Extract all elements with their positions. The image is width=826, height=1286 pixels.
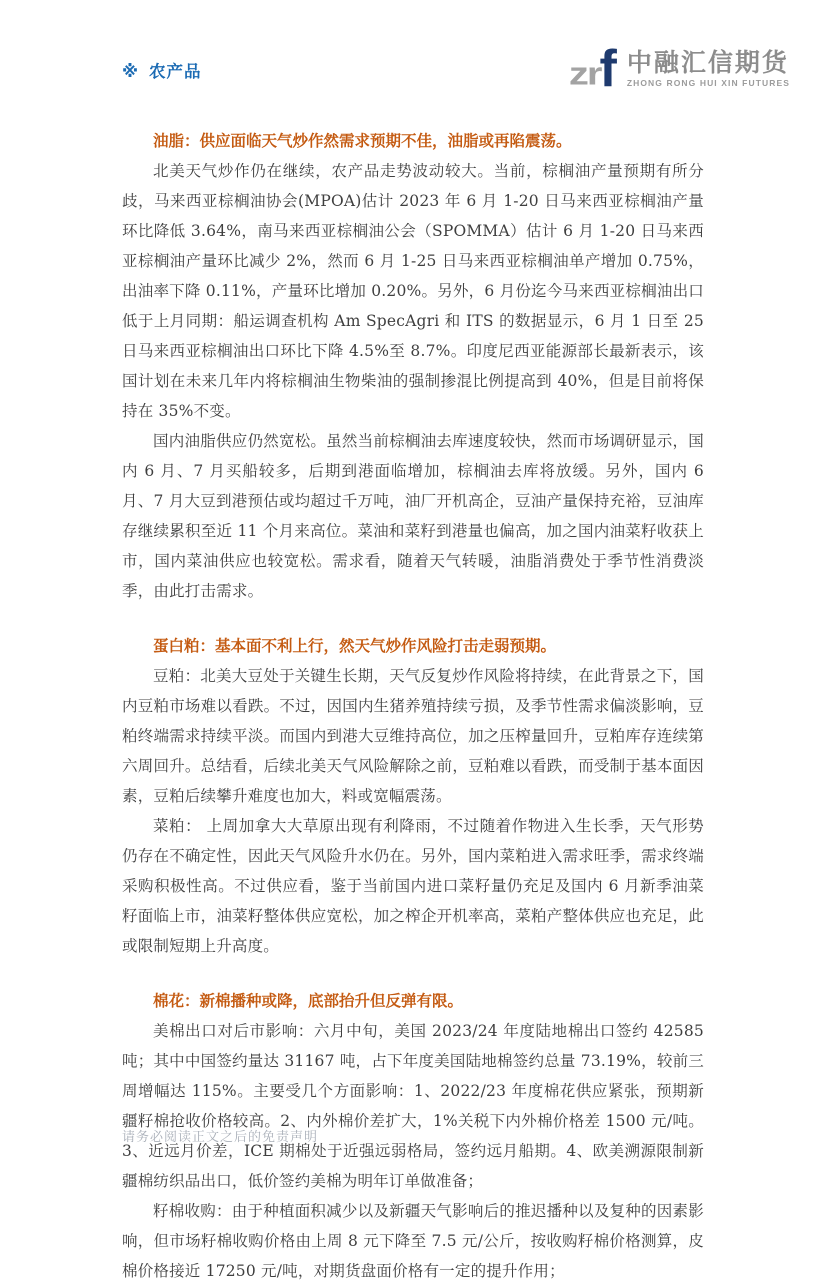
article-heading-oils: 油脂：供应面临天气炒作然需求预期不佳，油脂或再陷震荡。 xyxy=(153,132,572,150)
section-title-text: 农产品 xyxy=(149,62,202,81)
company-name-english: ZHONG RONG HUI XIN FUTURES xyxy=(626,78,790,88)
logo-zrf-mark xyxy=(568,38,617,98)
article-protein-meal xyxy=(122,631,704,961)
paragraph: 国内油脂供应仍然宽松。虽然当前棕榈油去库速度较快，然而市场调研显示，国内 6 月、7 月买船较多，后期到港面临增加，棕榈油去库将放缓。另外，国内 6 月、7 月大豆到港预估或均超过千万吨，油厂开机高企，豆油产量保持充裕，豆油库存继续累积至近 11 个月来高位。菜油和菜籽到港量也偏高，加之国内油菜籽收获上市，国内菜油供应也较宽松。需求看，随着天气转暖，油脂消费处于季节性消费淡季，由此打击需求。 xyxy=(122,432,704,600)
logo-f-letter: f xyxy=(599,40,617,98)
section-marker-icon: ※ xyxy=(122,62,140,81)
company-logo xyxy=(568,38,790,98)
paragraph: 籽棉收购：由于种植面积减少以及新疆天气影响后的推迟播种以及复种的因素影响，但市场籽棉收购价格由上周 8 元下降至 7.5 元/公斤，按收购籽棉价格测算，皮棉价格接近 17250 元/吨，对期货盘面价格有一定的提升作用； xyxy=(122,1202,704,1280)
paragraph: 菜粕： 上周加拿大大草原出现有利降雨，不过随着作物进入生长季，天气形势仍存在不确定性，因此天气风险升水仍在。另外，国内菜粕进入需求旺季，需求终端采购积极性高。不过供应看，鉴于当前国内进口菜籽量仍充足及国内 6 月新季油菜籽面临上市，油菜籽整体供应宽松，加之榨企开机率高，菜粕产整体供应也充足，此或限制短期上升高度。 xyxy=(122,817,704,955)
paragraph: 北美天气炒作仍在继续，农产品走势波动较大。当前，棕榈油产量预期有所分歧，马来西亚棕榈油协会(MPOA)估计 2023 年 6 月 1-20 日马来西亚棕榈油产量环比降低 3.64%，南马来西亚棕榈油公会（SPOMMA）估计 6 月 1-20 日马来西亚棕榈油产量环比减少 2%，然而 6 月 1-25 日马来西亚棕榈油单产增加 0.75%，出油率下降 0.11%，产量环比增加 0.20%。另外，6 月份迄今马来西亚棕榈油出口低于上月同期：船运调查机构 Am SpecAgri 和 ITS 的数据显示，6 月 1 日至 25 日马来西亚棕榈油出口环比下降 4.5%至 8.7%。印度尼西亚能源部长最新表示，该国计划在未来几年内将棕榈油生物柴油的强制掺混比例提高到 40%，但是目前将保持在 35%不变。 xyxy=(122,162,704,420)
logo-names xyxy=(627,49,790,91)
paragraph: 豆粕：北美大豆处于关键生长期，天气反复炒作风险将持续，在此背景之下，国内豆粕市场难以看跌。不过，因国内生猪养殖持续亏损，及季节性需求偏淡影响，豆粕终端需求持续平淡。而国内到港大豆维持高位，加之压榨量回升，豆粕库存连续第六周回升。总结看，后续北美天气风险解除之前，豆粕难以看跌，而受制于基本面因素，豆粕后续攀升难度也加大，料或宽幅震荡。 xyxy=(122,667,704,805)
article-heading-cotton: 棉花：新棉播种或降，底部抬升但反弹有限。 xyxy=(153,992,464,1010)
article-oils xyxy=(122,126,704,606)
logo-zr-letters: zr xyxy=(568,55,601,92)
disclaimer-note: 请务必阅读正文之后的免责声明 xyxy=(122,1130,319,1145)
paragraph: 美棉出口对后市影响：六月中旬，美国 2023/24 年度陆地棉出口签约 42585 吨；其中中国签约量达 31167 吨，占下年度美国陆地棉签约总量 73.19%，较前三周增幅达 115%。主要受几个方面影响：1、2022/23 年度棉花供应紧张，预期新疆籽棉抢收价格较高。2、内外棉价差扩大，1%关税下内外棉价格差 1500 元/吨。3、近远月价差，ICE 期棉处于近强远弱格局，签约远月船期。4、欧美溯源限制新疆棉纺织品出口，低价签约美棉为明年订单做准备； xyxy=(122,1022,704,1190)
company-name-chinese: 中融汇信期货 xyxy=(626,47,789,77)
article-heading-protein-meal: 蛋白粕：基本面不利上行，然天气炒作风险打击走弱预期。 xyxy=(153,637,557,655)
